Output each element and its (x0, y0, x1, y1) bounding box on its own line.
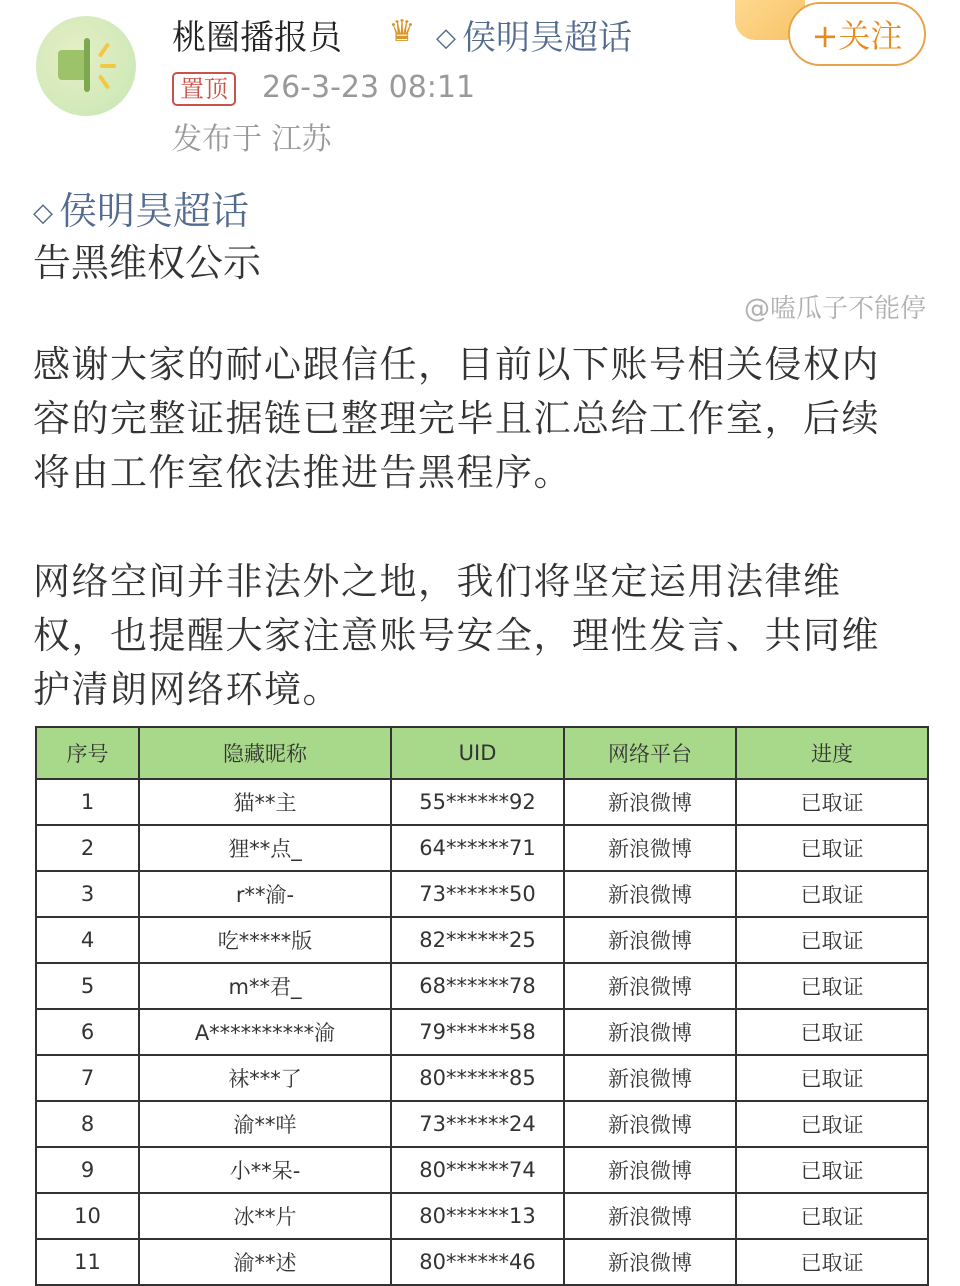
table-row (36, 1055, 928, 1101)
cell-progress: 已取证 (736, 1101, 928, 1147)
ray-icon (98, 42, 110, 57)
table-header-row (36, 727, 928, 779)
cell-platform: 新浪微博 (564, 963, 736, 1009)
header-nickname: 隐藏昵称 (139, 727, 391, 779)
cell-index: 9 (36, 1147, 139, 1193)
cell-platform: 新浪微博 (564, 1239, 736, 1285)
text-line: 网络空间并非法外之地，我们将坚定运用法律维 (33, 560, 842, 603)
diamond-icon: ◇ (33, 198, 53, 228)
topic-tag-label: 侯明昊超话 (462, 18, 632, 58)
cell-platform: 新浪微博 (564, 1193, 736, 1239)
ray-icon (100, 64, 116, 68)
cell-nickname: A**********渝 (139, 1009, 391, 1055)
cell-uid: 73******24 (391, 1101, 564, 1147)
cell-index: 6 (36, 1009, 139, 1055)
cell-uid: 64******71 (391, 825, 564, 871)
follow-button[interactable]: +关注 (788, 2, 926, 66)
location: 发布于 江苏 (172, 122, 332, 157)
text-line: 将由工作室依法推进告黑程序。 (33, 451, 572, 494)
cell-index: 3 (36, 871, 139, 917)
cell-nickname: 小**呆- (139, 1147, 391, 1193)
cell-nickname: 猫**主 (139, 779, 391, 825)
table-row (36, 1239, 928, 1285)
cell-platform: 新浪微博 (564, 1055, 736, 1101)
diamond-icon: ◇ (436, 23, 456, 53)
cell-nickname: 袜***了 (139, 1055, 391, 1101)
header-uid: UID (391, 727, 564, 779)
cell-nickname: m**君_ (139, 963, 391, 1009)
table-row (36, 825, 928, 871)
paragraph-2 (33, 555, 880, 717)
cell-index: 1 (36, 779, 139, 825)
cell-nickname: 渝**述 (139, 1239, 391, 1285)
header-index: 序号 (36, 727, 139, 779)
topic-link[interactable] (33, 180, 249, 235)
cell-progress: 已取证 (736, 1193, 928, 1239)
table-row (36, 871, 928, 917)
cell-progress: 已取证 (736, 963, 928, 1009)
table-row (36, 963, 928, 1009)
cell-progress: 已取证 (736, 1147, 928, 1193)
pinned-badge: 置顶 (172, 72, 236, 106)
cell-progress: 已取证 (736, 1239, 928, 1285)
header-platform: 网络平台 (564, 727, 736, 779)
cell-nickname: 冰**片 (139, 1193, 391, 1239)
cell-progress: 已取证 (736, 825, 928, 871)
topic-tag[interactable] (436, 10, 632, 59)
text-line: 容的完整证据链已整理完毕且汇总给工作室，后续 (33, 397, 880, 440)
username[interactable]: 桃圈播报员 (172, 18, 342, 58)
cell-uid: 68******78 (391, 963, 564, 1009)
cell-uid: 79******58 (391, 1009, 564, 1055)
cell-progress: 已取证 (736, 917, 928, 963)
table-row (36, 1193, 928, 1239)
table-row (36, 1009, 928, 1055)
cell-index: 8 (36, 1101, 139, 1147)
cell-uid: 82******25 (391, 917, 564, 963)
cell-nickname: 渝**咩 (139, 1101, 391, 1147)
cell-nickname: r**渝- (139, 871, 391, 917)
cell-uid: 80******85 (391, 1055, 564, 1101)
header-progress: 进度 (736, 727, 928, 779)
text-line: 感谢大家的耐心跟信任，目前以下账号相关侵权内 (33, 343, 880, 386)
cell-progress: 已取证 (736, 871, 928, 917)
text-line: 权，也提醒大家注意账号安全，理性发言、共同维 (33, 614, 880, 657)
megaphone-bar (84, 38, 90, 92)
cell-platform: 新浪微博 (564, 917, 736, 963)
topic-link-label: 侯明昊超话 (59, 189, 250, 233)
crown-badge-icon: ♛ (388, 14, 416, 49)
cell-index: 2 (36, 825, 139, 871)
cell-uid: 80******74 (391, 1147, 564, 1193)
cell-index: 10 (36, 1193, 139, 1239)
cell-uid: 80******46 (391, 1239, 564, 1285)
cell-index: 4 (36, 917, 139, 963)
cell-platform: 新浪微博 (564, 825, 736, 871)
cell-platform: 新浪微博 (564, 871, 736, 917)
table-row (36, 779, 928, 825)
cell-platform: 新浪微博 (564, 779, 736, 825)
cell-platform: 新浪微博 (564, 1009, 736, 1055)
paragraph-1 (33, 338, 880, 500)
cell-progress: 已取证 (736, 1055, 928, 1101)
table-row (36, 917, 928, 963)
cell-platform: 新浪微博 (564, 1147, 736, 1193)
text-line: 护清朗网络环境。 (33, 668, 341, 711)
table-row (36, 1101, 928, 1147)
cell-uid: 73******50 (391, 871, 564, 917)
cell-index: 11 (36, 1239, 139, 1285)
cell-nickname: 狸**点_ (139, 825, 391, 871)
avatar[interactable] (36, 16, 136, 116)
cell-uid: 55******92 (391, 779, 564, 825)
cell-index: 5 (36, 963, 139, 1009)
cell-uid: 80******13 (391, 1193, 564, 1239)
post-title: 告黑维权公示 (33, 241, 262, 285)
cell-nickname: 吃*****版 (139, 917, 391, 963)
megaphone-icon (58, 50, 84, 80)
cell-progress: 已取证 (736, 779, 928, 825)
watermark: @嗑瓜子不能停 (743, 294, 926, 324)
table-row (36, 1147, 928, 1193)
infringement-table (35, 726, 929, 1286)
cell-progress: 已取证 (736, 1009, 928, 1055)
cell-index: 7 (36, 1055, 139, 1101)
cell-platform: 新浪微博 (564, 1101, 736, 1147)
timestamp: 26-3-23 08:11 (262, 70, 476, 105)
ray-icon (98, 74, 110, 89)
